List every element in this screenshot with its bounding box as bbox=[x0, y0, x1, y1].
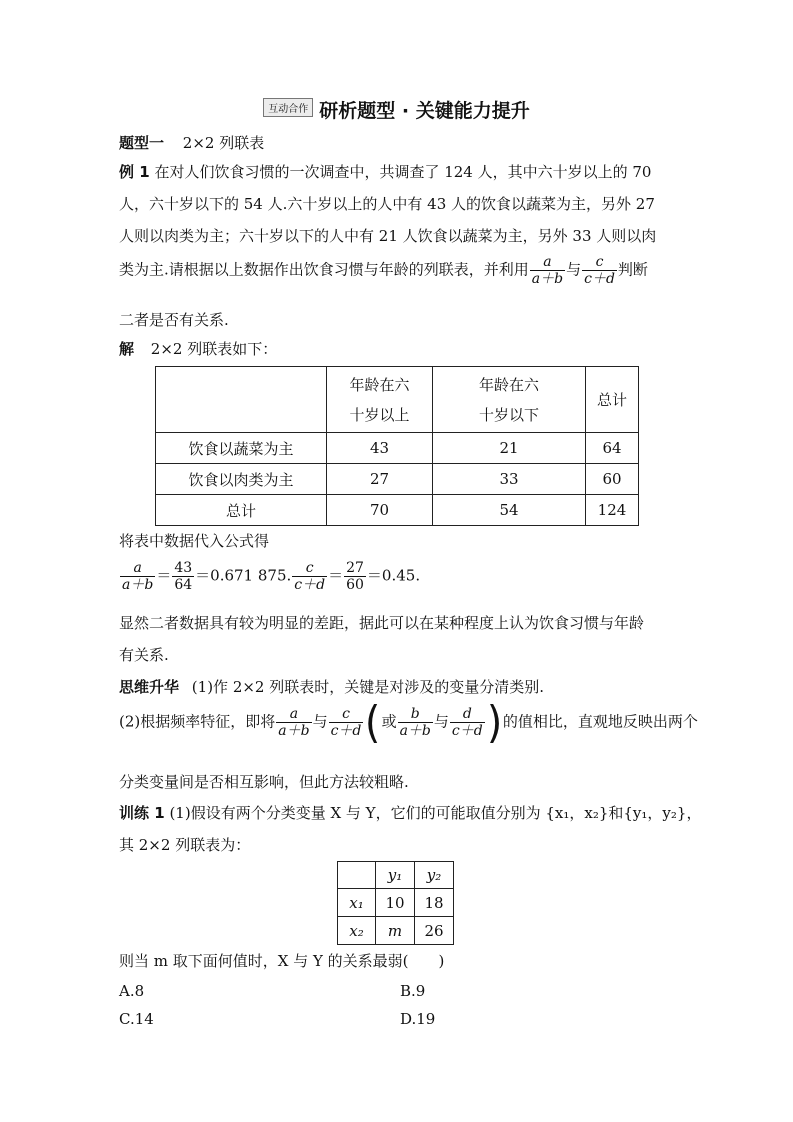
table-cell: 18 bbox=[415, 889, 454, 917]
example-line-2: 人，六十岁以下的 54 人.六十岁以上的人中有 43 人的饮食以蔬菜为主，另外 27 bbox=[119, 195, 655, 213]
exercise-question: 则当 m 取下面何值时，X 与 Y 的关系最弱( ) bbox=[119, 952, 445, 970]
left-paren: ( bbox=[365, 696, 381, 748]
table-row bbox=[156, 433, 639, 464]
thinking-line-2: (2)根据频率特征，即将 $\frac{a}{a+b}$ 与 $\frac{c}{c+d}$ (或 $\frac{b}{a+b}$ 与 $\frac{d}{c+d}$ )的值相比，直观地反映出两个 bbox=[119, 696, 698, 748]
thinking-label: 思维升华 bbox=[119, 678, 180, 696]
table-header-cell: 年龄在六 十岁以下 bbox=[433, 367, 586, 433]
exercise-line-1: 训练 1 (1)假设有两个分类变量 X 与 Y，它们的可能取值分别为 {x₁，x₂}和{y₁，y₂}， bbox=[119, 804, 702, 822]
table-cell: m bbox=[376, 917, 415, 945]
table-header-cell: y₁ bbox=[376, 862, 415, 889]
table-cell: 饮食以肉类为主 bbox=[156, 464, 327, 495]
option-b[interactable]: B.9 bbox=[400, 982, 426, 1000]
calc-formula: $\frac{a}{a+b}$ ＝ $\frac{43}{64}$ ＝0.671 875. $\frac{c}{c+d}$ ＝ $\frac{27}{60}$ ＝0.45. bbox=[122, 560, 421, 594]
section-heading bbox=[119, 132, 264, 153]
exercise-label: 训练 1 bbox=[119, 804, 165, 822]
table-cell: 64 bbox=[586, 433, 639, 464]
example-line-3: 人则以肉类为主；六十岁以下的人中有 21 人饮食以蔬菜为主，另外 33 人则以肉 bbox=[119, 227, 657, 245]
fraction-27-60: $\frac{27}{60}$ bbox=[346, 560, 364, 594]
table-cell: 60 bbox=[586, 464, 639, 495]
table-corner-cell bbox=[338, 862, 376, 889]
table-row bbox=[338, 889, 454, 917]
table-cell: 总计 bbox=[156, 495, 327, 526]
table-cell: x₁ bbox=[338, 889, 376, 917]
section-badge: 互动合作 bbox=[263, 98, 313, 117]
example-line-5: 二者是否有关系. bbox=[119, 311, 229, 329]
right-paren: ) bbox=[486, 696, 503, 748]
conclusion-line-2: 有关系. bbox=[119, 646, 169, 664]
solution-line: 解 2×2 列联表如下： bbox=[119, 340, 278, 358]
option-c[interactable]: C.14 bbox=[119, 1010, 154, 1028]
exercise-line-2: 其 2×2 列联表为： bbox=[119, 836, 251, 854]
table-cell: 饮食以蔬菜为主 bbox=[156, 433, 327, 464]
calc-intro: 将表中数据代入公式得 bbox=[119, 532, 270, 550]
table-header-cell: y₂ bbox=[415, 862, 454, 889]
table-row bbox=[156, 464, 639, 495]
thinking-line-1: 思维升华 (1)作 2×2 列联表时，关键是对涉及的变量分清类别. bbox=[119, 678, 545, 696]
table-cell: 10 bbox=[376, 889, 415, 917]
table-row bbox=[156, 495, 639, 526]
table-cell: 124 bbox=[586, 495, 639, 526]
page-title: 研析题型 · 关键能力提升 bbox=[319, 100, 530, 122]
option-d[interactable]: D.19 bbox=[400, 1010, 436, 1028]
table-corner-cell bbox=[156, 367, 327, 433]
table-header-cell: 总计 bbox=[586, 367, 639, 433]
table-header-cell: 年龄在六 十岁以上 bbox=[327, 367, 433, 433]
table-cell: 43 bbox=[327, 433, 433, 464]
table-cell: 27 bbox=[327, 464, 433, 495]
table-cell: 26 bbox=[415, 917, 454, 945]
table-cell: x₂ bbox=[338, 917, 376, 945]
table-header-row bbox=[338, 862, 454, 889]
contingency-table-xy bbox=[337, 861, 454, 945]
thinking-line-3: 分类变量间是否相互影响，但此方法较粗略. bbox=[119, 773, 409, 791]
example-line-1: 例 1 在对人们饮食习惯的一次调查中，共调查了 124 人，其中六十岁以上的 70 bbox=[119, 163, 652, 181]
contingency-table-diet-age bbox=[155, 366, 639, 526]
table-cell: 70 bbox=[327, 495, 433, 526]
fraction-c-over-c-plus-d: $\frac{c}{c+d}$ bbox=[584, 254, 615, 288]
option-a[interactable]: A.8 bbox=[119, 982, 145, 1000]
section-name: 2×2 列联表 bbox=[182, 134, 265, 152]
example-line-4: 类为主.请根据以上数据作出饮食习惯与年龄的列联表，并利用 $\frac{a}{a+b}$ 与 $\frac{c}{c+d}$ 判断 bbox=[119, 254, 648, 288]
table-row bbox=[338, 917, 454, 945]
example-label: 例 1 bbox=[119, 163, 150, 181]
section-label: 题型一 bbox=[119, 134, 165, 152]
conclusion-line-1: 显然二者数据具有较为明显的差距，据此可以在某种程度上认为饮食习惯与年龄 bbox=[119, 614, 645, 632]
fraction-43-64: $\frac{43}{64}$ bbox=[174, 560, 193, 594]
solution-label: 解 bbox=[119, 340, 135, 358]
table-cell: 33 bbox=[433, 464, 586, 495]
fraction-a-over-a-plus-b: $\frac{a}{a+b}$ bbox=[531, 254, 564, 288]
page-header bbox=[0, 96, 793, 123]
table-cell: 21 bbox=[433, 433, 586, 464]
table-header-row bbox=[156, 367, 639, 433]
table-cell: 54 bbox=[433, 495, 586, 526]
